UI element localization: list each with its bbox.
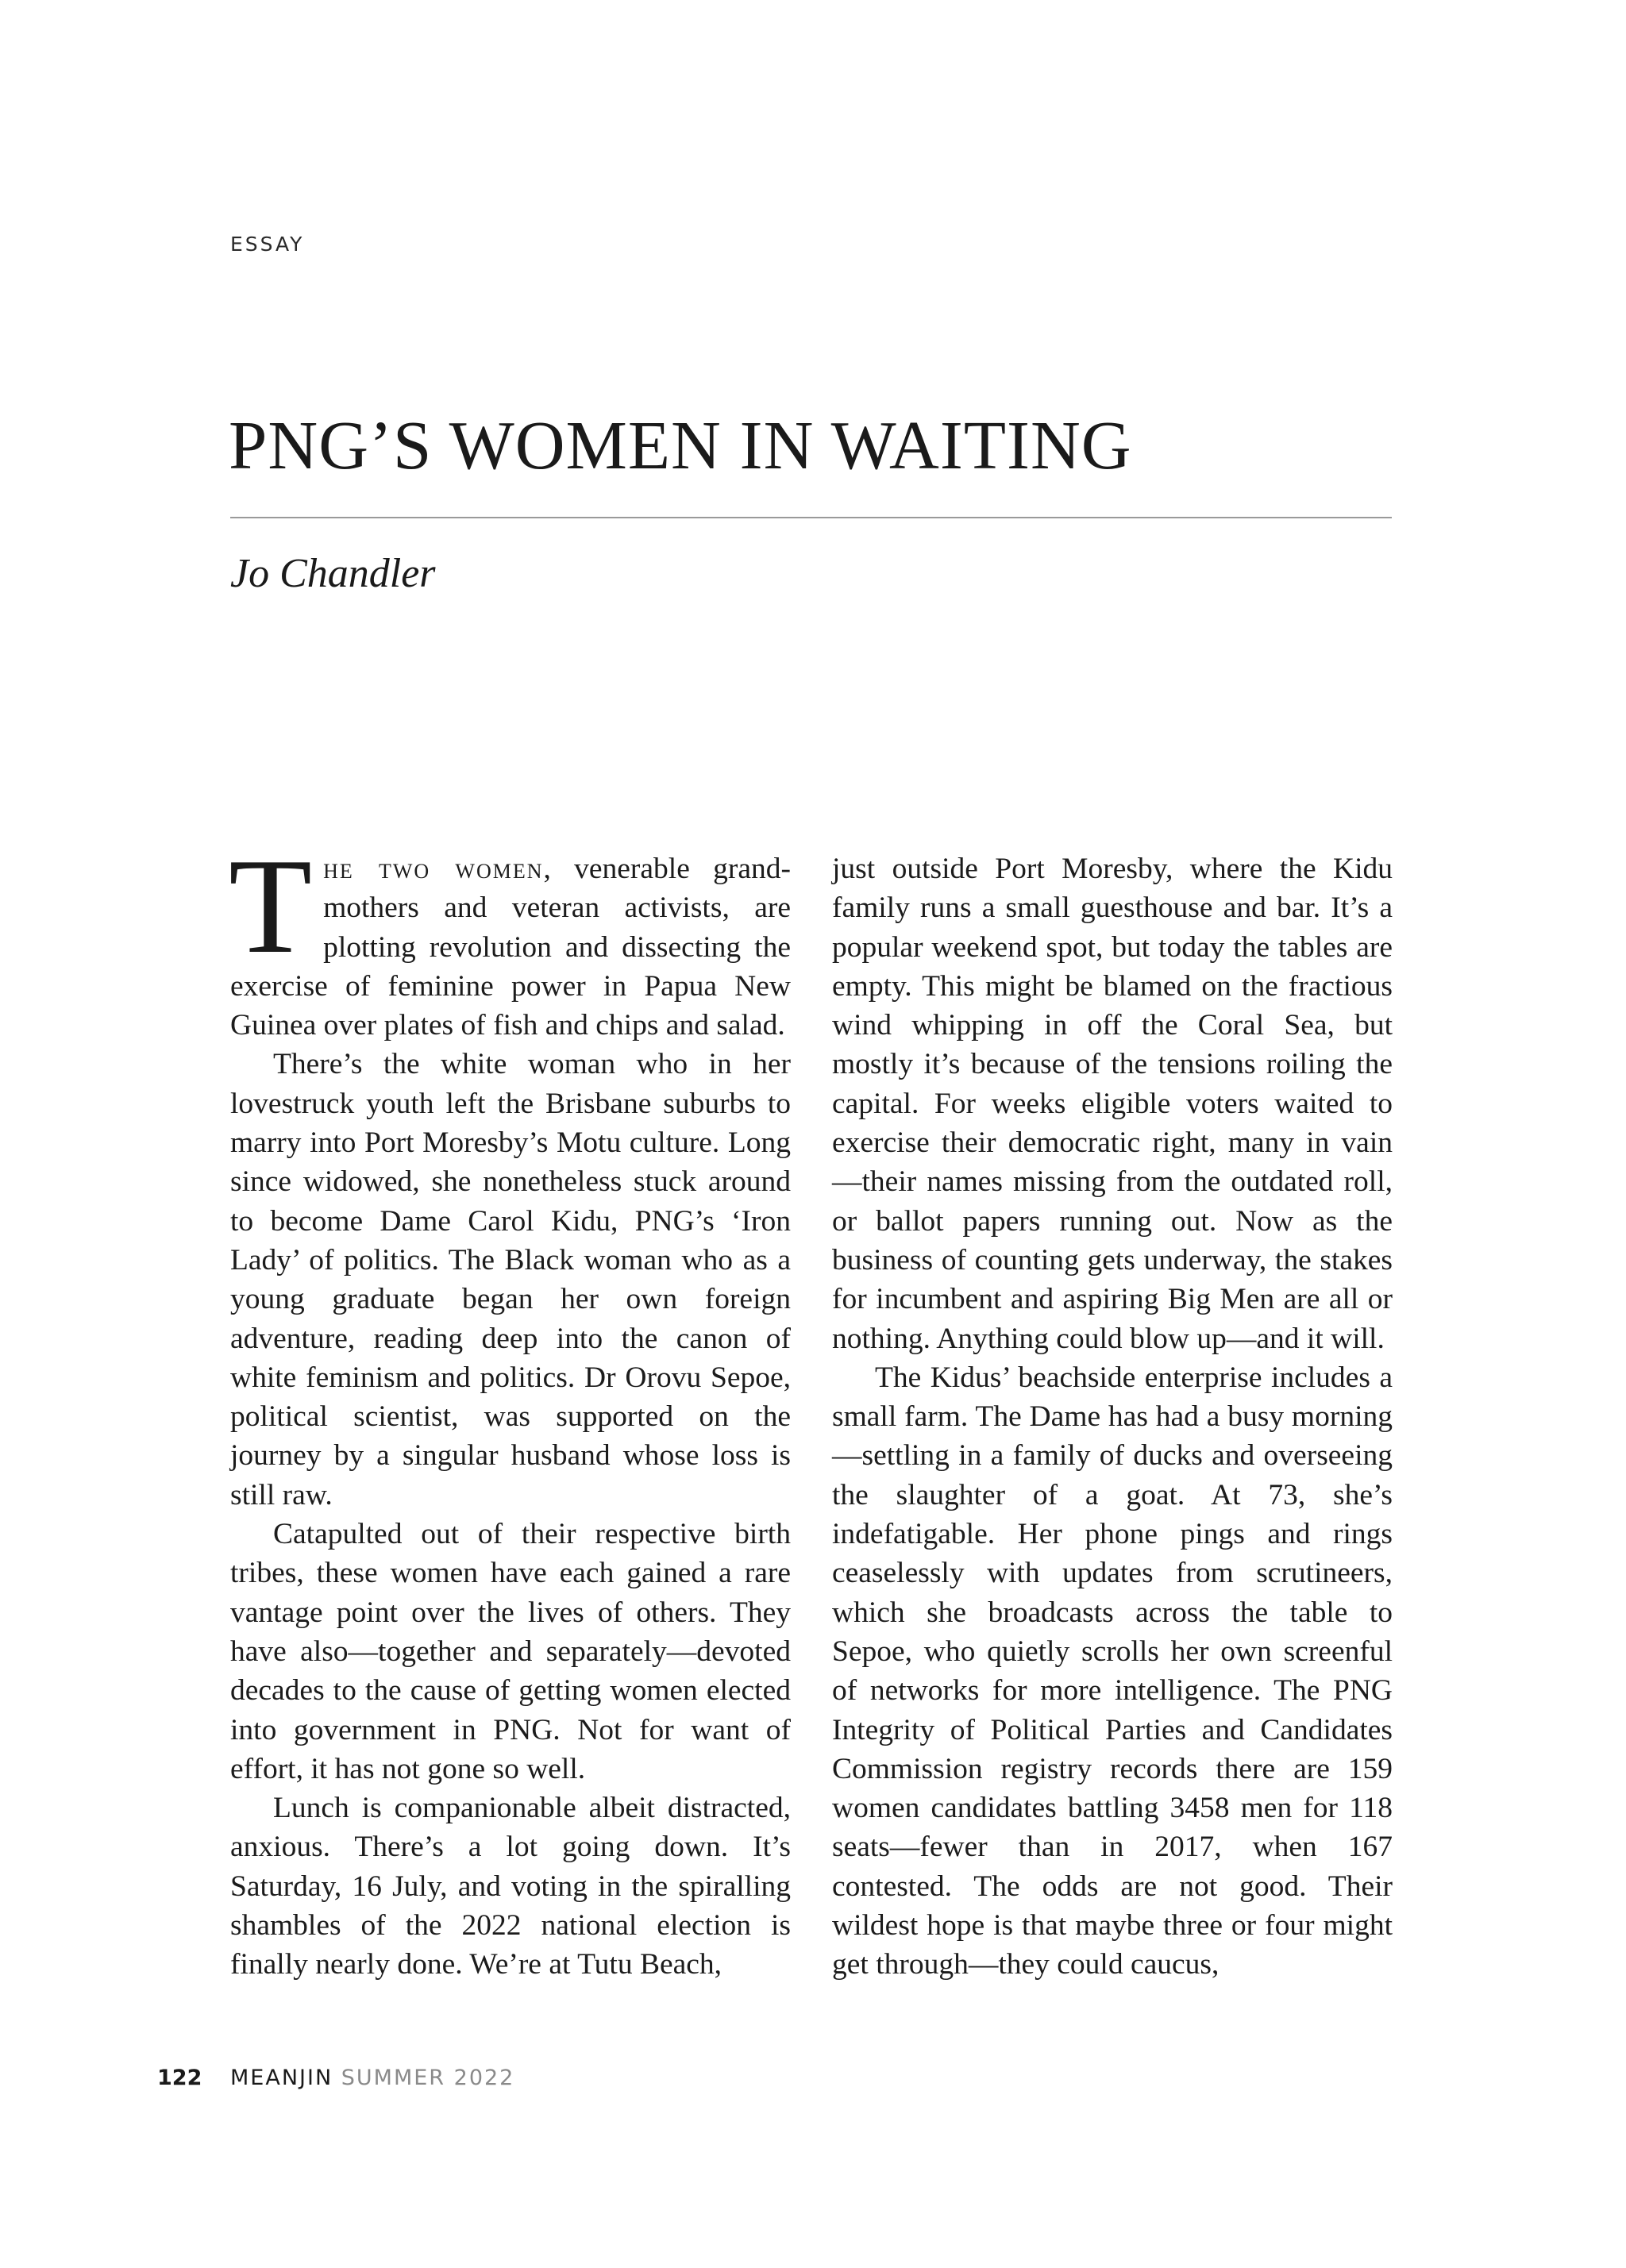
journal-name: MEANJIN: [230, 2066, 333, 2090]
body-column-left: [229, 831, 791, 1985]
article-title: PNG’S WOMEN IN WAITING: [229, 406, 1132, 483]
body-column-right: [832, 849, 1393, 1985]
opening-text: , venerable grandmothers and veteran activists, are plotting revolution and dissecting the exercise of feminine power in Papua New Guinea over plates of fish and chips and salad.: [230, 853, 791, 1042]
page-number: 122: [157, 2066, 202, 2090]
title-rule: [230, 517, 1392, 518]
drop-cap: T: [229, 831, 313, 982]
opening-paragraph: [229, 831, 791, 1045]
author-byline: Jo Chandler: [230, 551, 436, 596]
body-paragraph-continued: just outside Port Moresby, where the Kidu family runs a small guesthouse and bar. It’s a popular weekend spot, but today the tables are empty. This might be blamed on the fractious wind whipping in off the Coral Sea, but mostly it’s because of the tensions roiling the capital. For weeks eligible voters waited to exercise their democratic right, many in vain—their names missing from the outdated roll, or ballot papers running out. Now as the business of counting gets underway, the stakes for incumbent and aspiring Big Men are all or nothing. Anything could blow up—and it will.: [832, 853, 1393, 1355]
issue-label: SUMMER 2022: [341, 2066, 515, 2090]
body-paragraph: There’s the white woman who in her lovestruck youth left the Brisbane suburbs to marry into Port Moresby’s Motu culture. Long since widowed, she nonetheless stuck around to become Dame Carol Kidu, PNG’s ‘Iron Lady’ of politics. The Black woman who as a young graduate began her own foreign adventure, reading deep into the canon of white feminism and politics. Dr Orovu Sepoe, political scientist, was supported on the journey by a singular husband whose loss is still raw.: [230, 1048, 791, 1511]
body-paragraph: Lunch is companionable albeit distracted, anxious. There’s a lot going down. It’s Saturday, 16 July, and voting in the spiralling shambles of the 2022 national election is finally nearly done. We’re at Tutu Beach,: [230, 1792, 791, 1981]
body-paragraph: Catapulted out of their respective birth tribes, these women have each gained a rare vantage point over the lives of others. They have also—together and separately—devoted decades to the cause of getting women elected into government in PNG. Not for want of effort, it has not gone so well.: [230, 1518, 791, 1785]
opening-smallcaps: he two women: [323, 853, 544, 885]
section-label: ESSAY: [230, 233, 305, 256]
body-paragraph: The Kidus’ beachside enterprise includes a small farm. The Dame has had a busy morning—settling in a family of ducks and overseeing the slaughter of a goat. At 73, she’s indefatigable. Her phone pings and rings ceaselessly with updates from scrutineers, which she broadcasts across the table to Sepoe, who quietly scrolls her own screenful of networks for more intelligence. The PNG Integrity of Political Parties and Candidates Commission registry records there are 159 women candidates battling 3458 men for 118 seats—fewer than in 2017, when 167 contested. The odds are not good. Their wildest hope is that maybe three or four might get through—they could caucus,: [832, 1361, 1393, 1981]
running-footer: [230, 2066, 514, 2090]
